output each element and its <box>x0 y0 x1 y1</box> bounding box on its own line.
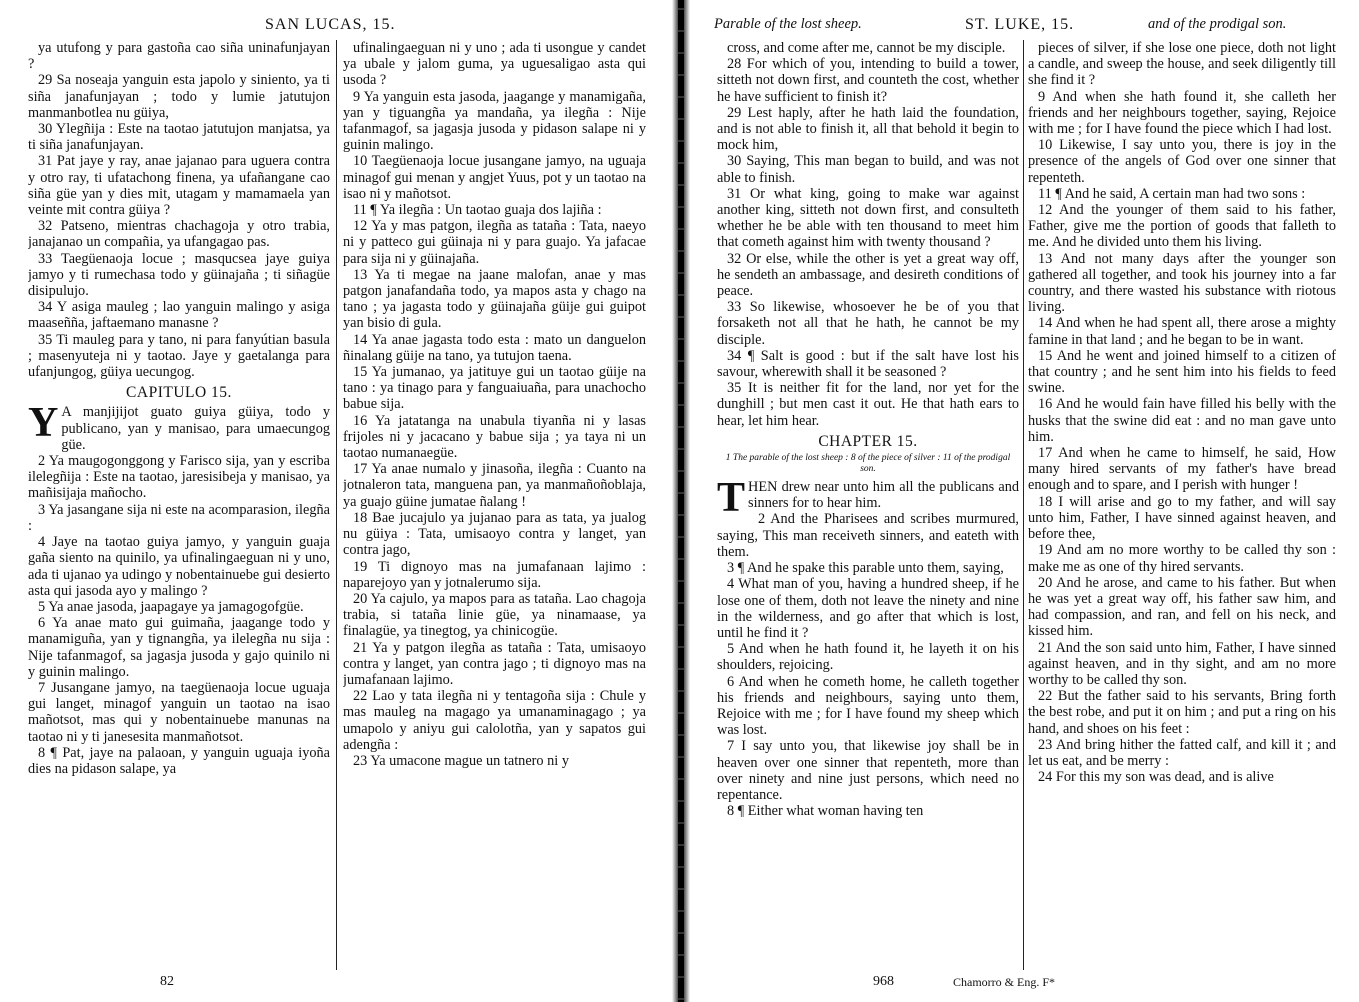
verse: 33 Taegüenaoja locue ; masqucsea jaye guiya jamyo y ti rumechasa todo y güinajaña ; ti siñagüe disipulujo. <box>28 250 330 300</box>
verse: 18 Bae jucajulo ya jujanao para as tata, ya jualog nu güiya : Tata, umisaoyo contra y langet, yan contra jago, <box>343 509 646 559</box>
left-column-2 <box>343 40 646 960</box>
right-column-1 <box>717 40 1019 960</box>
verse: 22 But the father said to his servants, Bring forth the best robe, and put it on him ; and put a ring on his hand, and shoes on his feet : <box>1028 688 1336 737</box>
verse: 5 And when he hath found it, he layeth it on his shoulders, rejoicing. <box>717 641 1019 674</box>
book-gutter <box>672 0 690 1002</box>
verse: 19 And am no more worthy to be called thy son : make me as one of thy hired servants. <box>1028 542 1336 575</box>
verse: 12 And the younger of them said to his father, Father, give me the portion of goods that falleth to me. And he divided unto them his living. <box>1028 202 1336 251</box>
chapter-heading: CAPITULO 15. <box>126 384 232 402</box>
page-number: 968 <box>873 974 894 989</box>
verse: 14 And when he had spent all, there arose a mighty famine in that land ; and he began to be in want. <box>1028 315 1336 348</box>
running-head-left: Parable of the lost sheep. <box>714 16 862 32</box>
verse-list <box>28 453 330 777</box>
verse: 9 Ya yanguin esta jasoda, jaagange y manamigaña, yan y tiguangña ya mandaña, ya ilegña : Nije tafanmagof, sa jagasja jusoda y pidason salape ni y guinin malingo. <box>343 88 646 154</box>
verse: 10 Likewise, I say unto you, there is joy in the presence of the angels of God over one sinner that repenteth. <box>1028 137 1336 186</box>
verse: 20 Ya cajulo, ya mapos para as tataña. Lao chagoja trabia, si tataña linie güe, ya ninamaase, ya finalagüe, ya tinegtog, ya chinicogüe. <box>343 590 646 640</box>
verse: 30 Ylegñija : Este na taotao jatutujon manjatsa, ya ti siña janafunjayan. <box>28 121 330 154</box>
verse: 16 Ya jatatanga na unabula tiyanña ni y lasas frijoles ni y jacacano y babue sija ; ya taya ni un taotao numanaegüe. <box>343 412 646 462</box>
verse: 33 So likewise, whosoever he be of you that forsaketh not all that he hath, he cannot be my disciple. <box>717 299 1019 348</box>
verse: ya utufong y para gastoña cao siña uninafunjayan ? <box>28 40 330 73</box>
verse-list <box>343 40 646 769</box>
verse: 16 And he would fain have filled his belly with the husks that the swine did eat : and no man gave unto him. <box>1028 396 1336 445</box>
right-column-2 <box>1028 40 1336 960</box>
right-page <box>690 0 1359 1002</box>
verse: 32 Or else, while the other is yet a great way off, he sendeth an ambassage, and desireth conditions of peace. <box>717 250 1019 300</box>
verse: 21 And the son said unto him, Father, I have sinned against heaven, and in thy sight, and am no more worthy to be called thy son. <box>1028 639 1336 688</box>
verse: 7 I say unto you, that likewise joy shall be in heaven over one sinner that repenteth, more than over ninety and nine just persons, which need no repentance. <box>717 738 1019 803</box>
chapter-heading: CHAPTER 15. <box>818 432 918 450</box>
drop-cap: T <box>717 475 746 522</box>
verse: 23 And bring hither the fatted calf, and kill it ; and let us eat, and be merry : <box>1028 736 1336 769</box>
verse: 21 Ya y patgon ilegña as tataña : Tata, umisaoyo contra y langet, yan contra jago ; ti dignoyo mas na jumafanaan lajimo. <box>343 639 646 688</box>
verse: 11 ¶ And he said, A certain man had two sons : <box>1038 185 1306 202</box>
verse: 29 Lest haply, after he hath laid the foundation, and is not able to finish it, all that behold it begin to mock him, <box>717 104 1019 154</box>
verse: 17 And when he came to himself, he said, How many hired servants of my father's have bread enough and to spare, and I perish with hunger ! <box>1028 445 1336 494</box>
verse: 12 Ya y mas patgon, ilegña as tataña : Tata, naeyo ni y patteco gui güinaja ni y para guajo. Ya jafacae para sija ni y güinajaña. <box>343 218 646 267</box>
verse: 13 And not many days after the younger son gathered all together, and took his journey into a far country, and there wasted his substance with riotous living. <box>1028 250 1336 316</box>
verse: 3 ¶ And he spake this parable unto them, saying, <box>727 560 1004 577</box>
verse: 20 And he arose, and came to his father. But when he was yet a great way off, his father saw him, and had compassion, and ran, and fell on his neck, and kissed him. <box>1028 574 1336 640</box>
verse: 4 What man of you, having a hundred sheep, if he lose one of them, doth not leave the ninety and nine in the wilderness, and go after that which is lost, until he find it ? <box>717 576 1019 641</box>
verse: 35 It is neither fit for the land, nor yet for the dunghill ; but men cast it out. He that hath ears to hear, let him hear. <box>717 380 1019 429</box>
drop-cap: Y <box>28 400 59 447</box>
verse: 31 Or what king, going to make war against another king, sitteth not down first, and consulteth whether he be able with ten thousand to meet him that cometh against him with twenty thousand ? <box>717 185 1019 251</box>
verse: cross, and come after me, cannot be my disciple. <box>727 40 1006 56</box>
verse: 28 For which of you, intending to build a tower, sitteth not down first, and counteth the cost, whether he have sufficient to finish it? <box>717 56 1019 105</box>
signature-mark: Chamorro & Eng. F* <box>953 975 1055 989</box>
verse: 2 And the Pharisees and scribes murmured, saying, This man receiveth sinners, and eateth with them. <box>717 511 1019 560</box>
column-rule <box>1023 40 1024 970</box>
verse: 29 Sa noseaja yanguin esta japolo y siniento, ya ti siña janafunjayan ; todo y lumie jatutujon manmanbotlea nu güiya, <box>28 72 330 121</box>
verse: 2 Ya maugogonggong y Farisco sija, yan y escriba ilelegñija : Este na taotao, jaresisibeja y manisao, ya mañisijaja mañocho. <box>28 453 330 502</box>
running-head-right: and of the prodigal son. <box>1148 16 1287 32</box>
page-number: 82 <box>160 974 174 989</box>
verse: 13 Ya ti megae na jaane malofan, anae y mas patgon janafandaña todo, ya mapos asta y chago na tano ; ya jagasta todo y güinajaña güije gui guipot yan bisio di gula. <box>343 266 646 332</box>
verse: 17 Ya anae numalo y jinasoña, ilegña : Cuanto na jotnaleron tata, manguena pan, ya manmañoñoblaja, ya guajo güine jumatae ñalang ! <box>343 461 646 510</box>
first-verse: A manjijijot guato guiya güiya, todo y publicano, yan y manisao, para umaecungog güe. <box>61 404 330 453</box>
left-column-1 <box>28 40 330 960</box>
verse: 8 ¶ Pat, jaye na palaoan, y yanguin uguaja iyoña dies na pidason salape, ya <box>28 744 330 777</box>
verse: 34 Y asiga mauleg ; lao yanguin malingo y asiga maaseñña, jaftaemano manasne ? <box>28 299 330 332</box>
verse: 34 ¶ Salt is good : but if the salt have lost his savour, wherewith shall it be seasoned ? <box>717 347 1019 381</box>
verse: 24 For this my son was dead, and is alive <box>1038 769 1274 786</box>
left-page-header: SAN LUCAS, 15. <box>265 16 396 33</box>
verse-list <box>717 511 1019 819</box>
verse: 19 Ti dignoyo mas na jumafanaan lajimo : naparejoyo yan y jotnalerumo sija. <box>343 558 646 591</box>
verse: 8 ¶ Either what woman having ten <box>727 803 924 820</box>
verse: ufinalingaeguan ni y uno ; ada ti usongue y candet ya ubale y jalom guma, ya uguesaligao asta qui usoda ? <box>343 40 646 89</box>
verse: 22 Lao y tata ilegña ni y tentagoña sija : Chule y mas mauleg na magago ya umanaminagago ; ya umapolo y aniyu gui calolotña, yan y sapatos gui adengña : <box>343 688 646 753</box>
right-page-header: ST. LUKE, 15. <box>965 16 1075 33</box>
verse: 23 Ya umacone mague un tatnero ni y <box>353 752 569 769</box>
verse: 18 I will arise and go to my father, and will say unto him, Father, I have sinned against heaven, and before thee, <box>1028 493 1336 543</box>
verse: 35 Ti mauleg para y tano, ni para fanyútian basula ; masenyuteja ni y taotao. Jaye y gaetalanga para ufanjungog, güiya uecungog. <box>28 331 330 381</box>
verse: 15 And he went and joined himself to a citizen of that country ; and he sent him into his fields to feed swine. <box>1028 347 1336 397</box>
verse: 31 Pat jaye y ray, anae jajanao para uguera contra y otro ray, ti ufatachong finena, ya ufañangane cao siña güe yan y dies mit, utagam y mamamaela yan veinte mit contra güiya ? <box>28 153 330 219</box>
verse: 5 Ya anae jasoda, jaapagaye ya jamagogofgüe. <box>38 598 304 615</box>
verse: pieces of silver, if she lose one piece, doth not light a candle, and sweep the house, and seek diligently till she find it ? <box>1028 40 1336 89</box>
verse: 6 And when he cometh home, he calleth together his friends and neighbours, saying unto them, Rejoice with me ; for I have found my sheep which was lost. <box>717 673 1019 739</box>
verse: 11 ¶ Ya ilegña : Un taotao guaja dos lajiña : <box>353 202 602 219</box>
verse: 4 Jaye na taotao guiya jamyo, y yanguin guaja gaña siento na quinilo, ya ufinalingaeguan ni y uno, ada ti ujanao ya udingo y nobentainuebe gui desierto asta qui jasoda ayo y malingo ? <box>28 534 330 599</box>
verse-list <box>717 40 1019 429</box>
verse: 32 Patseno, mientras chachagoja y otro trabia, janajanao un compañia, ya ufangagao pas. <box>28 218 330 251</box>
verse: 30 Saying, This man began to build, and was not able to finish. <box>717 153 1019 186</box>
verse: 3 Ya jasangane sija ni este na acomparasion, ilegña : <box>28 501 330 534</box>
column-rule <box>336 40 337 970</box>
verse-list <box>1028 40 1336 785</box>
verse: 10 Taegüenaoja locue jusangane jamyo, na uguaja minagof gui menan y angjet Yuus, pot y un taotao na isao ni y mañotsot. <box>343 153 646 202</box>
verse: 14 Ya anae jagasta todo esta : mato un danguelon ñinalang güije na tano, ya tutujon taena. <box>343 331 646 364</box>
first-verse: HEN drew near unto him all the publicans and sinners for to hear him. <box>748 479 1019 512</box>
verse-list <box>28 40 330 380</box>
verse: 9 And when she hath found it, she calleth her friends and her neighbours together, saying, Rejoice with me ; for I have found the piece which I had lost. <box>1028 88 1336 138</box>
verse: 6 Ya anae mato gui guimaña, jaagange todo y manamiguña, yan y tignangña, ya ilelegña nu sija : Nije tafanmagof, sa jagasja jusoda y gajo quinilo ni y guinin malingo. <box>28 615 330 680</box>
verse: 15 Ya jumanao, ya jatituye gui un taotao güije na tano : ya tinago para y fanguaiuaña, para unachocho babue sija. <box>343 364 646 413</box>
chapter-summary: 1 The parable of the lost sheep : 8 of the piece of silver : 11 of the prodigal son. <box>725 453 1011 475</box>
left-page <box>0 0 672 1002</box>
verse: 7 Jusangane jamyo, na taegüenaoja locue uguaja gui langet, minagof yanguin un taotao na isao mañotsot, mas qui y nobentainuebe manunas na taotao ni y ti janesesita manmañotsot. <box>28 679 330 745</box>
